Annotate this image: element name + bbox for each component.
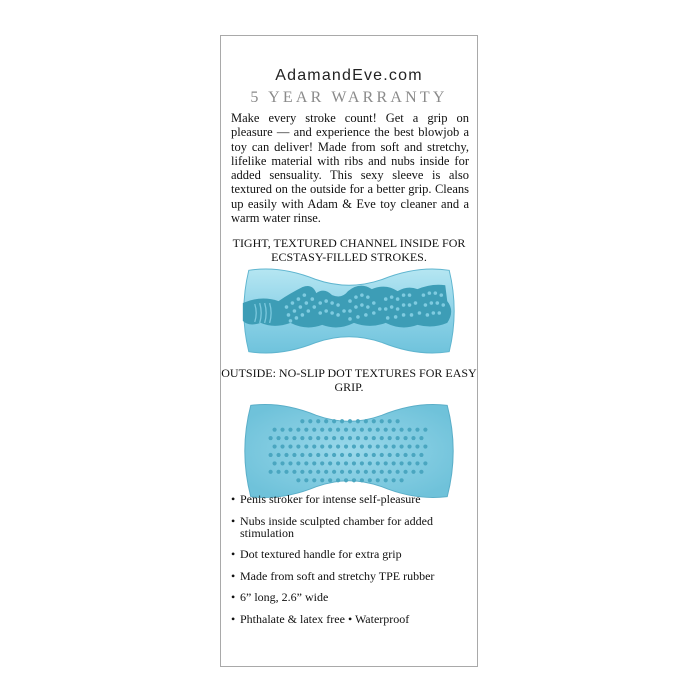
texture-dot [269,436,273,440]
texture-dot [407,428,411,432]
texture-dot [269,470,273,474]
texture-dot [388,470,392,474]
texture-dot [272,461,276,465]
warranty-line: 5 YEAR WARRANTY [250,89,448,106]
texture-dot [344,478,348,482]
texture-dot [304,428,308,432]
texture-dot [276,470,280,474]
texture-dot [380,470,384,474]
texture-dot [376,478,380,482]
texture-dot [423,428,427,432]
texture-dot [403,470,407,474]
texture-dot [324,436,328,440]
texture-dot [280,444,284,448]
texture-dot [400,444,404,448]
texture-dot [368,444,372,448]
texture-dot [364,453,368,457]
feature-item: • Penis stroker for intense self-pleasure [231,493,471,505]
texture-dot [276,436,280,440]
texture-dot [324,453,328,457]
texture-dot [384,461,388,465]
texture-dot [360,444,364,448]
texture-dot [356,470,360,474]
texture-dot [396,453,400,457]
texture-dot [284,470,288,474]
texture-dot [288,461,292,465]
texture-dot [308,419,312,423]
texture-dot [423,444,427,448]
texture-dot [272,444,276,448]
texture-dot [320,478,324,482]
texture-dot [272,428,276,432]
texture-dot [340,436,344,440]
texture-dot [340,419,344,423]
texture-dot [352,478,356,482]
texture-dot [308,470,312,474]
texture-dot [348,470,352,474]
texture-dot [415,444,419,448]
brand-url: AdamandEve.com [275,67,423,84]
texture-dot [308,436,312,440]
texture-dot [400,478,404,482]
texture-dot [340,470,344,474]
texture-dot [392,444,396,448]
texture-dot [332,436,336,440]
texture-dot [423,461,427,465]
texture-dot [348,453,352,457]
texture-dot [312,478,316,482]
texture-dot [348,419,352,423]
texture-dot [396,419,400,423]
texture-dot [324,470,328,474]
texture-dot [376,444,380,448]
texture-dot [411,436,415,440]
texture-dot [320,461,324,465]
texture-dot [324,419,328,423]
texture-dot [364,436,368,440]
texture-dot [296,461,300,465]
texture-dot [352,461,356,465]
texture-dot [403,453,407,457]
texture-dot [372,419,376,423]
texture-dot [396,436,400,440]
texture-dot [304,444,308,448]
texture-dot [344,428,348,432]
texture-dot [403,436,407,440]
texture-dot [280,428,284,432]
texture-dot [336,428,340,432]
texture-dot [276,453,280,457]
feature-item: • Made from soft and stretchy TPE rubber [231,570,471,582]
texture-dot [407,461,411,465]
texture-dot [300,419,304,423]
texture-dot [419,453,423,457]
texture-dot [296,444,300,448]
texture-dot [407,444,411,448]
texture-dot [300,453,304,457]
texture-dot [284,436,288,440]
texture-dot [364,419,368,423]
outside-heading: OUTSIDE: NO-SLIP DOT TEXTURES FOR EASY GRIP. [221,366,477,394]
texture-dot [415,428,419,432]
texture-dot [292,470,296,474]
texture-dot [316,419,320,423]
texture-dot [415,461,419,465]
texture-dot [320,428,324,432]
texture-dot [336,444,340,448]
texture-dot [300,470,304,474]
texture-dot [292,453,296,457]
feature-item: • Phthalate & latex free • Waterproof [231,613,471,625]
texture-dot [364,470,368,474]
texture-dot [328,478,332,482]
texture-dot [300,436,304,440]
texture-dot [392,461,396,465]
product-info-card [220,35,478,667]
texture-dot [312,461,316,465]
texture-dot [284,453,288,457]
texture-dot [344,444,348,448]
texture-dot [356,436,360,440]
texture-dot [356,453,360,457]
texture-dot [384,478,388,482]
texture-dot [360,428,364,432]
texture-dot [296,478,300,482]
inside-channel-image [221,265,477,357]
texture-dot [336,461,340,465]
texture-dot [372,470,376,474]
texture-dot [400,428,404,432]
texture-dot [352,444,356,448]
texture-dot [328,428,332,432]
texture-dot [348,436,352,440]
texture-dot [356,419,360,423]
texture-dot [352,428,356,432]
texture-dot [388,453,392,457]
texture-dot [384,444,388,448]
texture-dot [320,444,324,448]
texture-dot [376,428,380,432]
feature-item: • Nubs inside sculpted chamber for added stimulation [231,515,471,539]
texture-dot [296,428,300,432]
feature-list [231,493,471,634]
texture-dot [384,428,388,432]
texture-dot [368,461,372,465]
texture-dot [336,478,340,482]
texture-dot [316,453,320,457]
inside-heading: TIGHT, TEXTURED CHANNEL INSIDE FOR ECSTASY-FILLED STROKES. [232,236,466,264]
texture-dot [411,470,415,474]
texture-dot [360,478,364,482]
texture-dot [372,453,376,457]
texture-dot [332,470,336,474]
texture-dot [332,453,336,457]
texture-dot [400,461,404,465]
texture-dot [388,419,392,423]
texture-dot [368,478,372,482]
texture-dot [419,436,423,440]
texture-dot [392,478,396,482]
feature-item: • 6” long, 2.6” wide [231,591,471,603]
texture-dot [288,444,292,448]
texture-dot [396,470,400,474]
texture-dot [376,461,380,465]
texture-dot [288,428,292,432]
texture-dot [316,436,320,440]
texture-dot [419,470,423,474]
texture-dot [340,453,344,457]
texture-dot [308,453,312,457]
texture-dot [304,478,308,482]
feature-item: • Dot textured handle for extra grip [231,548,471,560]
texture-dot [344,461,348,465]
outer-sleeve-shape [245,404,453,497]
texture-dot [304,461,308,465]
texture-dot [328,444,332,448]
texture-dot [292,436,296,440]
texture-dot [380,436,384,440]
texture-dot [328,461,332,465]
texture-dot [372,436,376,440]
texture-dot [312,428,316,432]
texture-dot [280,461,284,465]
texture-dot [360,461,364,465]
texture-dot [380,453,384,457]
texture-dot [368,428,372,432]
texture-dot [411,453,415,457]
texture-dot [312,444,316,448]
product-description: Make every stroke count! Get a grip on pleasure — and experience the best blowjob a toy can deliver! Made from soft and stretchy, lifelike material with ribs and nubs inside for added sensuality. This sexy sleeve is also textured on the outside for a better grip. Cleans up easily with Adam & Eve toy cleaner and a warm water rinse. [231,111,469,226]
texture-dot [332,419,336,423]
texture-dot [392,428,396,432]
texture-dot [388,436,392,440]
texture-dot [316,470,320,474]
texture-dot [380,419,384,423]
outside-texture-image [221,401,477,501]
texture-dot [269,453,273,457]
